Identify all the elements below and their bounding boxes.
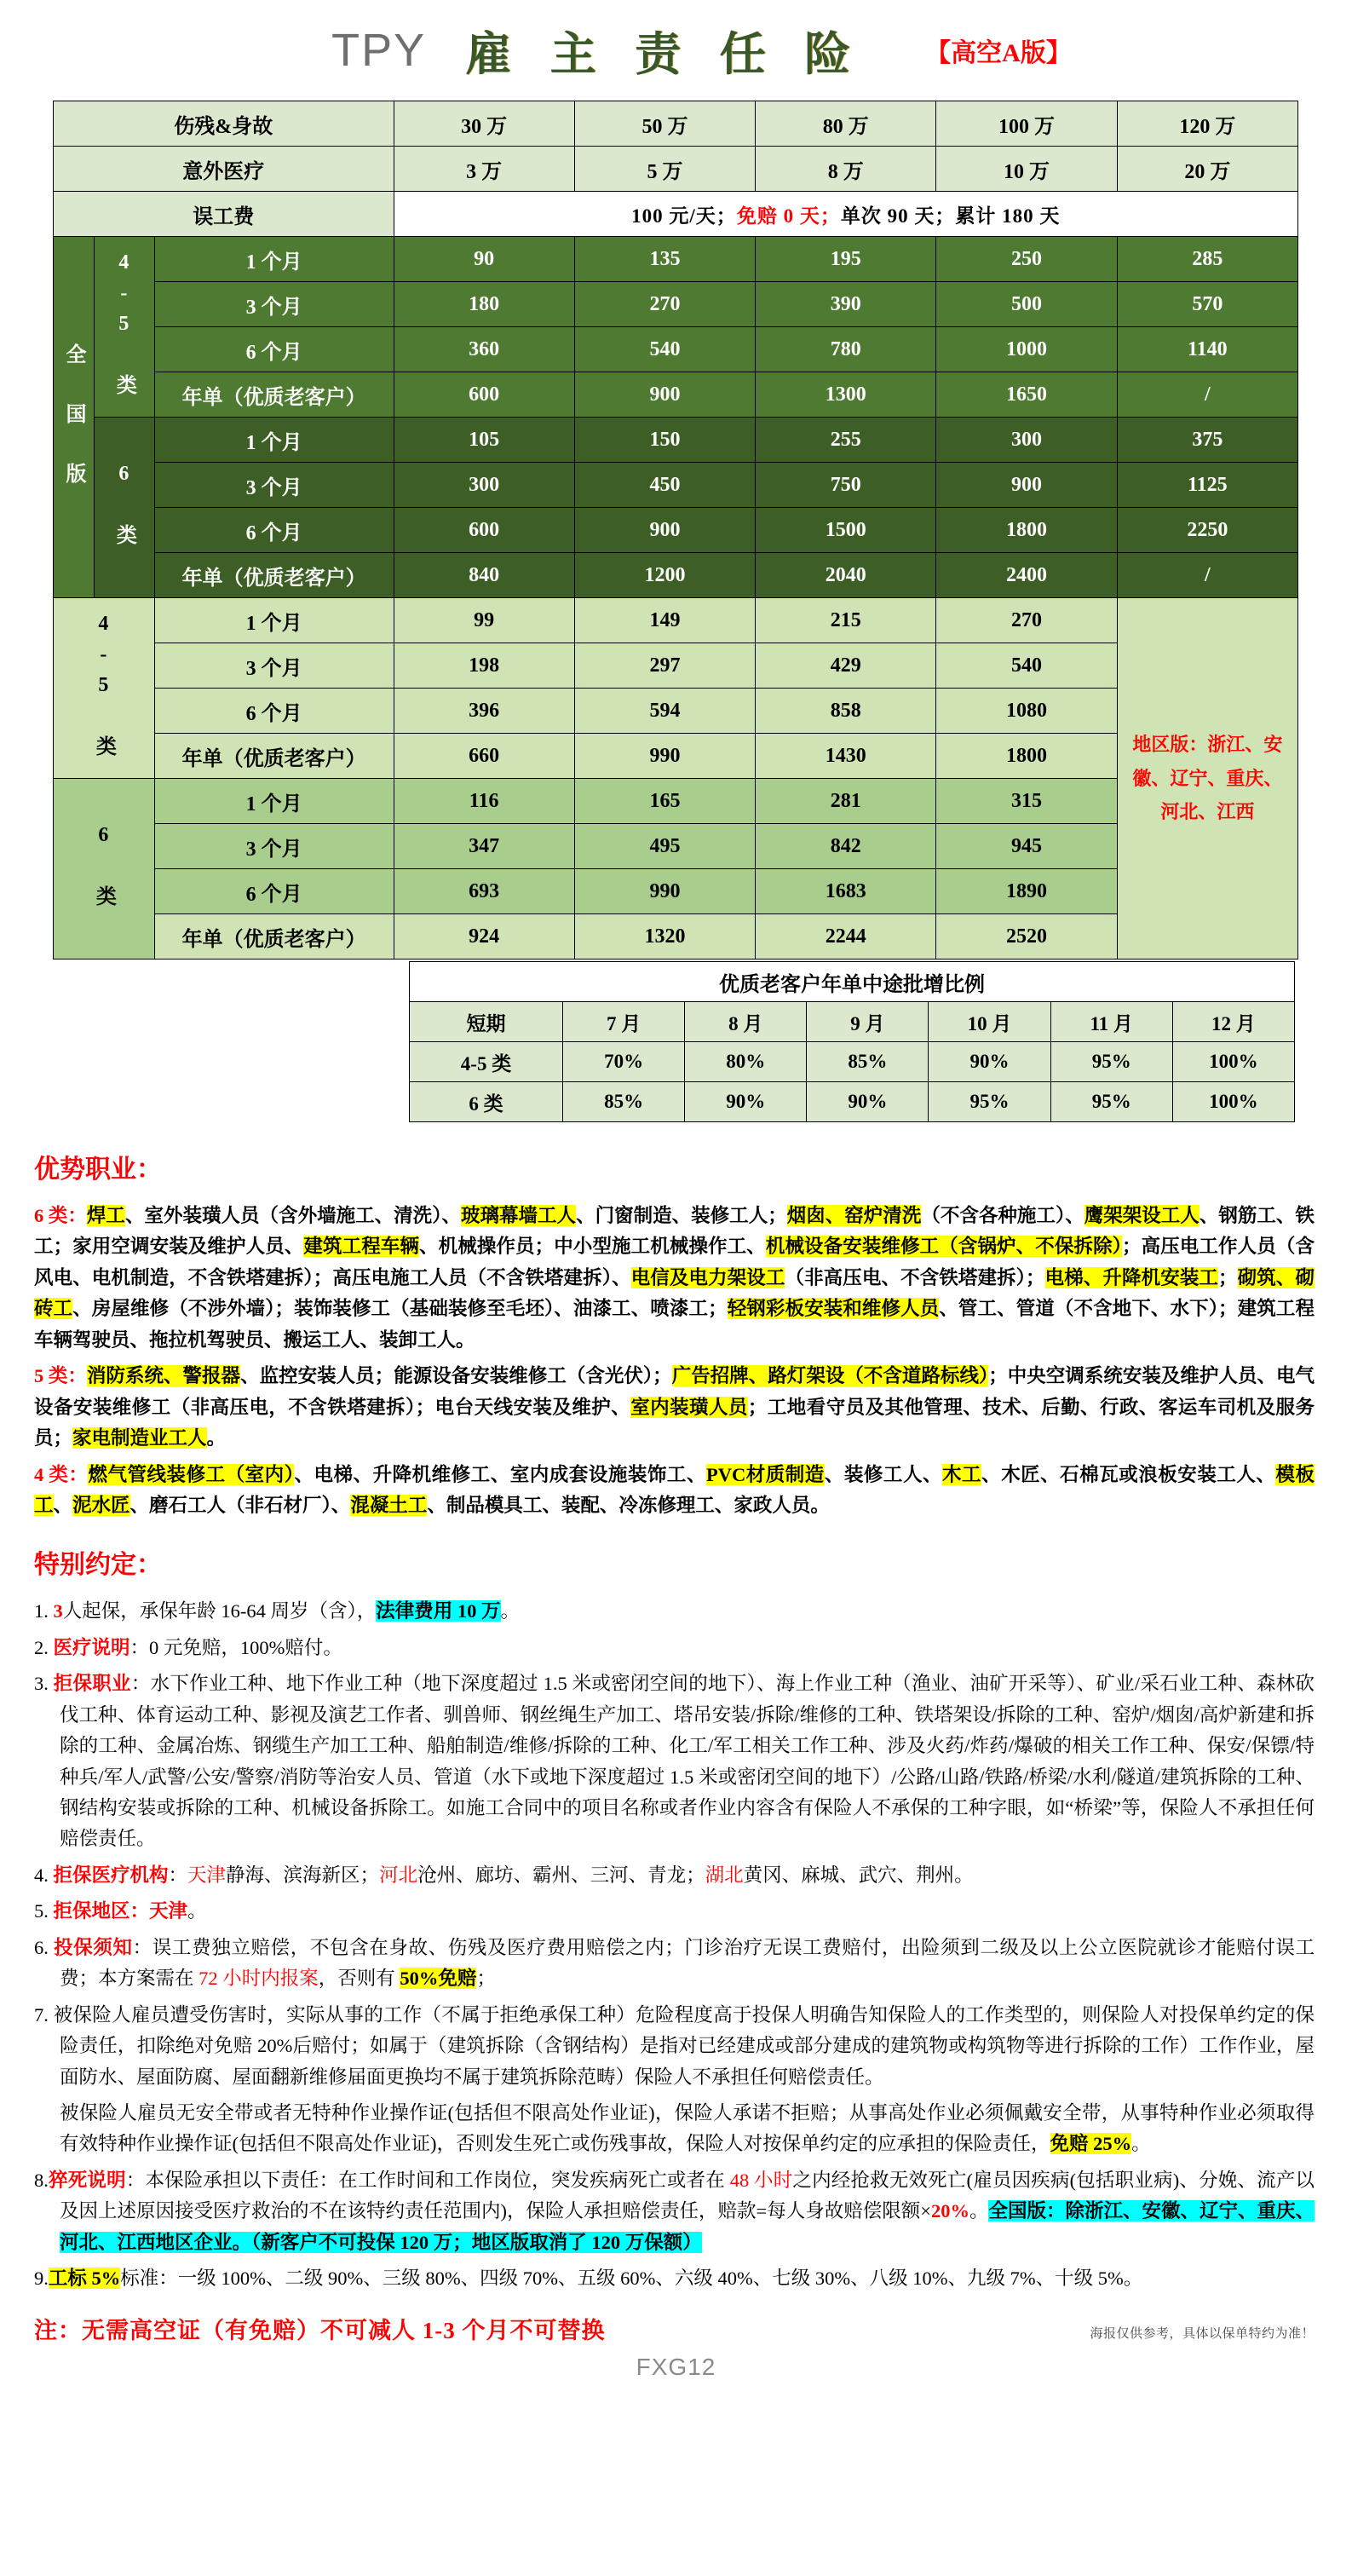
occupation-text: 、管工、管道（不含地下、水下）；建筑工程车辆驾驶员、拖拉机驾驶员、搬运工人、装卸工人。 [34,1298,1315,1351]
cell-r45-3-2: 1430 [756,734,936,779]
disclaimer-text: 海报仅供参考，具体以保单特约为准！ [1090,2326,1315,2341]
special-term-5 [34,1896,1315,1927]
occupation-text: ；工地看守员及其他管理、技术、后勤、行政、客运车司机及服务员； [34,1396,1315,1449]
legal-fee-highlight: 法律费用 10 万 [376,1600,501,1622]
row-label-disability: 伤残&身故 [54,101,394,147]
occupation-highlight: 模板工 [34,1463,1315,1516]
occupation-highlight: 室内装璜人员 [630,1396,748,1418]
occupation-class-6 [34,1201,1315,1356]
section-label-national: 全 国 版 [54,237,95,598]
cell-r45-0-0: 99 [394,598,574,643]
class-5-list [34,1365,1315,1449]
cell-r6-1-0: 347 [394,824,574,869]
occupation-text: ；中央空调系统安装及维护人员、电气设备安装维修工（非高压电，不含铁塔建拆）；电台天线安装及维护、 [34,1365,1315,1418]
cell-n6-1-1: 450 [574,463,755,508]
midterm-header-0: 短期 [410,1002,563,1042]
term-label: 3 个月 [154,824,394,869]
occupation-text: ； [1218,1266,1238,1288]
cell-r6-0-3: 315 [936,779,1117,824]
table-row [54,869,1298,914]
midterm-cell-0-5: 100% [1172,1042,1294,1082]
midterm-header-2: 8 月 [685,1002,807,1042]
application-notice-label: 投保须知 [54,1936,133,1958]
cell-n6-0-2: 255 [756,418,936,463]
special-term-7 [34,2000,1315,2093]
cell-n6-2-3: 1800 [936,508,1117,553]
occupation-text: 、房屋维修（不涉外墙）；装饰装修工（基础装修至毛坯）、油漆工、喷漆工； [72,1298,728,1320]
term-number: 6. [34,1936,49,1958]
occupation-class-4 [34,1460,1315,1522]
region-tianjin: 天津 [187,1864,227,1886]
region-hebei-list: 沧州、廊坊、霸州、三河、青龙； [417,1864,705,1886]
cell-n6-3-2: 2040 [756,553,936,598]
term-label: 3 个月 [154,643,394,689]
wage-part-a: 100 元/天； [631,205,737,227]
cell-disability-1: 50 万 [574,101,755,147]
cell-r45-1-2: 429 [756,643,936,689]
cell-medical-1: 5 万 [574,147,755,192]
occupation-highlight: 建筑工程车辆 [303,1236,420,1258]
cell-r45-3-1: 990 [574,734,755,779]
cell-n6-3-4: / [1117,553,1297,598]
table-row [54,779,1298,824]
special-term-8 [34,2165,1315,2258]
cell-r6-0-2: 281 [756,779,936,824]
cell-n6-3-1: 1200 [574,553,755,598]
cell-n6-2-1: 900 [574,508,755,553]
table-row [54,418,1298,463]
category-label-6-national: 6 类 [94,418,154,598]
cell-disability-2: 80 万 [756,101,936,147]
special-term-3 [34,1668,1315,1855]
cell-n6-0-0: 105 [394,418,574,463]
occupation-text: 、 [53,1494,73,1516]
national-version-note-highlight: 全国版：除浙江、安徽、辽宁、重庆、河北、江西地区企业。（新客户不可投保 120 万；地区版取消了 120 万保额） [60,2200,1315,2253]
midterm-cell-0-1: 80% [685,1042,807,1082]
cell-r45-2-2: 858 [756,689,936,734]
term-1-text: 人起保，承保年龄 16-64 周岁（含）， [62,1600,377,1622]
midterm-cell-1-5: 100% [1172,1082,1294,1122]
term-label: 1 个月 [154,418,394,463]
cell-r6-2-2: 1683 [756,869,936,914]
cell-r45-1-0: 198 [394,643,574,689]
cell-n45-1-2: 390 [756,282,936,327]
midterm-cell-1-1: 90% [685,1082,807,1122]
midterm-cell-0-0: 70% [563,1042,685,1082]
page-title: 雇 主 责 任 险 [465,28,865,80]
occupation-text: 。 [206,1427,227,1449]
occupation-text: 、磨石工人（非石材厂）、 [129,1494,351,1516]
occupation-highlight: 泥水匠 [72,1494,130,1516]
midterm-cell-1-3: 95% [929,1082,1050,1122]
body-content [0,1148,1352,2295]
term-8-tail: 。 [969,2200,989,2222]
cell-disability-4: 120 万 [1117,101,1297,147]
cell-n6-0-1: 150 [574,418,755,463]
refused-region-label: 拒保地区：天津 [53,1900,188,1922]
midterm-increase-table [409,961,1295,1122]
cell-r6-1-1: 495 [574,824,755,869]
table-row [54,643,1298,689]
term-7-tail: 。 [1131,2133,1151,2155]
cell-n45-1-4: 570 [1117,282,1297,327]
term-label: 年单（优质老客户） [154,372,394,418]
term-number: 4. [34,1864,49,1886]
cell-n45-2-4: 1140 [1117,327,1297,372]
occupation-text: ；高压电工作人员（含风电、电机制造，不含铁塔建拆）；高压电施工人员（不含铁塔建拆）、 [34,1236,1315,1288]
occupation-highlight: 焊工 [86,1205,125,1226]
cell-n6-2-4: 2250 [1117,508,1297,553]
table-row [54,147,1298,192]
section-heading-occupations: 优势职业： [34,1155,162,1184]
occupation-text: 、机械操作员；中小型施工机械操作工、 [419,1236,766,1258]
cell-n6-2-2: 1500 [756,508,936,553]
cell-n45-0-2: 195 [756,237,936,282]
midterm-row-label-0: 4-5 类 [410,1042,563,1082]
term-label: 6 个月 [154,869,394,914]
report-window-highlight: 72 小时内报案 [198,1968,319,1990]
cell-n45-3-4: / [1117,372,1297,418]
occupation-text: 、装修工人、 [824,1463,942,1485]
table-row [54,598,1298,643]
term-1-tail: 。 [500,1600,521,1622]
min-insured-count: 3 [53,1600,63,1622]
table-row [54,914,1298,960]
medical-note-text: ：0 元免赔，100%赔付。 [129,1636,342,1658]
table-row [410,1002,1295,1042]
rate-table [53,101,1298,960]
cell-r6-3-3: 2520 [936,914,1117,960]
notice-text-2: ，否则有 [318,1968,400,1990]
occupation-highlight: 消防系统、警报器 [86,1365,241,1387]
work-standard-highlight: 工标 5% [48,2268,121,2290]
cell-r45-2-0: 396 [394,689,574,734]
occupation-highlight: 轻钢彩板安装和维修人员 [727,1298,940,1320]
cell-n45-3-1: 900 [574,372,755,418]
cell-r6-3-2: 2244 [756,914,936,960]
region-hubei-list: 黄冈、麻城、武穴、荆州。 [743,1864,974,1886]
table-row [410,962,1295,1002]
term-label: 1 个月 [154,598,394,643]
cell-r6-1-3: 945 [936,824,1117,869]
cell-n6-3-3: 2400 [936,553,1117,598]
occupation-class-5 [34,1361,1315,1454]
term-label: 3 个月 [154,282,394,327]
occupation-highlight: 家电制造业工人 [72,1427,207,1449]
term-label: 年单（优质老客户） [154,553,394,598]
section-heading-special-terms: 特别约定： [34,1551,162,1580]
cell-medical-2: 8 万 [756,147,936,192]
category-label-6-regional: 6 类 [54,779,155,960]
cell-wage-detail [394,192,1298,237]
table-row [54,282,1298,327]
version-badge: 【高空A版】 [925,39,1072,67]
midterm-header-6: 12 月 [1172,1002,1294,1042]
term-number: 1. [34,1600,49,1622]
category-label-45-national: 4-5 类 [94,237,154,418]
cell-n6-3-0: 840 [394,553,574,598]
cell-r6-1-2: 842 [756,824,936,869]
term-label: 6 个月 [154,689,394,734]
term-number: 8. [34,2169,49,2191]
occupation-text: 、室外装璜人员（含外墙施工、清洗）、 [124,1205,461,1226]
cell-n45-3-3: 1650 [936,372,1117,418]
occupation-highlight: 鹰架架设工人 [1084,1205,1200,1226]
cell-r6-3-0: 924 [394,914,574,960]
cell-r6-0-0: 116 [394,779,574,824]
occupation-text: 、门窗制造、装修工人； [576,1205,787,1226]
cell-n6-2-0: 600 [394,508,574,553]
cell-r45-0-2: 215 [756,598,936,643]
term-number: 3. [34,1673,49,1695]
table-row [54,689,1298,734]
class-6-list [34,1205,1315,1351]
cell-n6-1-2: 750 [756,463,936,508]
midterm-cell-1-2: 90% [807,1082,929,1122]
special-term-4 [34,1860,1315,1891]
row-label-medical: 意外医疗 [54,147,394,192]
footer-note-text: 无需高空证（有免赔）不可减人 1-3 个月不可替换 [82,2317,606,2343]
cell-r6-2-1: 990 [574,869,755,914]
table-row [54,734,1298,779]
cell-r45-1-3: 540 [936,643,1117,689]
refused-region-text: 。 [187,1900,207,1922]
term-label: 1 个月 [154,237,394,282]
refused-occupations-text: ：水下作业工种、地下作业工种（地下深度超过 1.5 米或密闭空间的地下）、海上作业工种（渔业、油矿开采等）、矿业/采石业工种、森林砍伐工种、体育运动工种、影视及演艺工作者、驯兽师、钢丝绳生产加工、塔吊安装/拆除/维修的工种、铁塔架设/拆除的工种、窑炉/烟囱/高炉新建和拆除的工种、金属冶炼、钢缆生产加工工种、船舶制造/维修/拆除的工种、化工/军工相关工作工种、涉及火药/炸药/爆破的相关工作工种、保安/保镖/特种兵/军人/武警/公安/警察/消防等治安人员、管道（水下或地下深度超过 1.5 米或密闭空间的地下）/公路/山路/铁路/桥梁/水利/隧道/建筑拆除的工种、钢结构安装或拆除的工种、机械设备拆除工。如施工合同中的项目名称或者作业内容含有保险人不承保的工种字眼，如“桥梁”等，保险人不承担任何赔偿责任。 [60,1673,1315,1850]
term-label: 6 个月 [154,327,394,372]
term-7-text-1: 被保险人雇员遭受伤害时，实际从事的工作（不属于拒绝承保工种）危险程度高于投保人明确告知保险人的工作类型的，则保险人对投保单约定的保险责任，扣除绝对免赔 20%后赔付；如属于（建筑拆除（含钢结构）是指对已经建成或部分建成的建筑物或构筑物等进行拆除的工作）工作作业，屋面防水、屋面防腐、屋面翻新维修届面更换均不属于建筑拆除范畴）保险人不承担任何赔偿责任。 [53,2003,1315,2088]
cell-r6-0-1: 165 [574,779,755,824]
cell-medical-0: 3 万 [394,147,574,192]
occupation-text: 、电梯、升降机维修工、室内成套设施装饰工、 [294,1463,706,1485]
cell-r45-3-3: 1800 [936,734,1117,779]
midterm-header-4: 10 月 [929,1002,1050,1042]
term-8-text-1: ：本保险承担以下责任：在工作时间和工作岗位，突发疾病死亡或者在 [125,2169,730,2191]
class-label-6: 6 类： [34,1205,87,1226]
occupation-highlight: 烟囱、窑炉清洗 [786,1205,922,1226]
term-number: 2. [34,1636,49,1658]
cell-n45-0-1: 135 [574,237,755,282]
cell-n6-1-4: 1125 [1117,463,1297,508]
table-row [410,1082,1295,1122]
occupation-highlight: PVC材质制造 [705,1463,825,1485]
occupation-highlight: 广告招牌、路灯架设（不含道路标线） [671,1365,989,1387]
cell-r45-1-1: 297 [574,643,755,689]
cell-n45-1-0: 180 [394,282,574,327]
cell-n6-0-3: 300 [936,418,1117,463]
poster-footer [34,2312,1315,2345]
midterm-row-label-1: 6 类 [410,1082,563,1122]
midterm-cell-1-4: 95% [1050,1082,1172,1122]
occupation-highlight: 混凝土工 [350,1494,428,1516]
cell-r45-2-3: 1080 [936,689,1117,734]
term-label: 1 个月 [154,779,394,824]
occupation-highlight: 燃气管线装修工（室内） [88,1463,295,1485]
term-number: 9. [34,2268,49,2290]
cell-n45-2-2: 780 [756,327,936,372]
cell-r45-0-1: 149 [574,598,755,643]
term-7-text-2: 被保险人雇员无安全带或者无特种作业操作证(包括但不限高处作业证)，保险人承诺不拒赔；从事高处作业必须佩戴安全带，从事特种作业必须取得有效特种作业操作证(包括但不限高处作业证)，否则发生死亡或伤残事故，保险人对按保单约定的应承担的保险责任， [60,2101,1315,2155]
cell-n6-0-4: 375 [1117,418,1297,463]
occupation-text: （非高压电、不含铁塔建拆）； [785,1266,1045,1288]
table-row [54,372,1298,418]
table-row [54,463,1298,508]
cell-n45-1-3: 500 [936,282,1117,327]
cell-r6-2-3: 1890 [936,869,1117,914]
table-row [410,1042,1295,1082]
midterm-table-wrapper [409,961,1352,1122]
regional-version-note: 地区版：浙江、安徽、辽宁、重庆、河北、江西 [1117,598,1297,960]
cell-n45-1-1: 270 [574,282,755,327]
occupation-highlight: 电梯、升降机安装工 [1044,1266,1219,1288]
region-hubei: 湖北 [705,1864,744,1886]
table-row [54,824,1298,869]
48-hours-highlight: 48 小时 [729,2169,793,2191]
cell-disability-0: 30 万 [394,101,574,147]
table-row [54,237,1298,282]
occupation-text: 、监控安装人员；能源设备安装维修工（含光伏）； [240,1365,672,1387]
term-label: 6 个月 [154,508,394,553]
cell-n6-1-3: 900 [936,463,1117,508]
row-label-wage: 误工费 [54,192,394,237]
term-label: 3 个月 [154,463,394,508]
term-label: 年单（优质老客户） [154,914,394,960]
midterm-cell-0-2: 85% [807,1042,929,1082]
wage-part-b: 免赔 0 天； [736,205,841,227]
midterm-header-3: 9 月 [807,1002,929,1042]
cell-r45-3-0: 660 [394,734,574,779]
cell-r45-2-1: 594 [574,689,755,734]
deductible-25-highlight: 免赔 25% [1050,2133,1132,2155]
notice-text-1: ：误工费独立赔偿，不包含在身故、伤残及医疗费用赔偿之内；门诊治疗无误工费赔付，出险须到二级及以上公立医院就诊才能赔付误工费；本方案需在 [60,1936,1315,1990]
class-4-list [34,1464,1315,1516]
table-row [54,553,1298,598]
notice-text-3: ； [476,1968,496,1990]
brand-logo: TPY [331,25,427,76]
poster-header [0,0,1352,101]
table-row [54,508,1298,553]
cell-n45-0-3: 250 [936,237,1117,282]
occupation-highlight: 砌筑、砌砖工 [34,1266,1315,1320]
cell-n6-1-0: 300 [394,463,574,508]
occupation-highlight: 电信及电力架设工 [630,1266,785,1288]
footer-note-label: 注： [34,2317,82,2343]
work-standard-text: 标准：一级 100%、二级 90%、三级 80%、四级 70%、五级 60%、六级 40%、七级 30%、八级 10%、九级 7%、十级 5%。 [120,2268,1143,2290]
term-8-text-2: 之内经抢救无效死亡(雇员因疾病(包括职业病)、分娩、流产以及因上述原因接受医疗救治的不在该特约责任范围内)，保险人承担赔偿责任，赔款=每人身故赔偿限额× [60,2169,1315,2222]
cell-n45-0-0: 90 [394,237,574,282]
term-number: 5. [34,1900,49,1922]
cell-n45-0-4: 285 [1117,237,1297,282]
special-term-9 [34,2263,1315,2294]
midterm-cell-0-4: 95% [1050,1042,1172,1082]
medical-note-label: 医疗说明 [53,1636,130,1658]
payout-pct-highlight: 20% [930,2200,969,2222]
cell-n45-2-1: 540 [574,327,755,372]
cell-r45-0-3: 270 [936,598,1117,643]
cell-n45-2-0: 360 [394,327,574,372]
class-label-5: 5 类： [34,1365,87,1387]
special-term-6 [34,1933,1315,1995]
document-code: FXG12 [636,2353,716,2380]
midterm-header-1: 7 月 [563,1002,685,1042]
cell-medical-3: 10 万 [936,147,1117,192]
table-row [54,192,1298,237]
occupation-text: （不含各种施工）、 [921,1205,1084,1226]
cell-n45-3-2: 1300 [756,372,936,418]
deductible-50-highlight: 50%免赔 [400,1968,477,1990]
cell-n45-3-0: 600 [394,372,574,418]
occupation-text: 、钢筋工、铁工；家用空调安装及维护人员、 [34,1205,1315,1258]
refused-occupations-label: 拒保职业 [53,1673,131,1695]
cell-medical-4: 20 万 [1117,147,1297,192]
cell-r6-2-0: 693 [394,869,574,914]
cell-r6-3-1: 1320 [574,914,755,960]
sudden-death-label: 猝死说明 [48,2169,126,2191]
region-hebei: 河北 [379,1864,418,1886]
midterm-cell-0-3: 90% [929,1042,1050,1082]
term-label: 年单（优质老客户） [154,734,394,779]
occupation-highlight: 机械设备安装维修工（含锅炉、不保拆除） [765,1236,1123,1258]
sep: ： [168,1864,188,1886]
category-label-45-regional: 4-5 类 [54,598,155,779]
midterm-cell-1-0: 85% [563,1082,685,1122]
midterm-header-5: 11 月 [1050,1002,1172,1042]
table-row [54,101,1298,147]
cell-disability-3: 100 万 [936,101,1117,147]
wage-part-c: 单次 90 天；累计 180 天 [840,205,1061,227]
term-number: 7. [34,2003,49,2026]
midterm-title: 优质老客户年单中途批增比例 [410,962,1295,1002]
occupation-highlight: 玻璃幕墙工人 [460,1205,577,1226]
special-term-1 [34,1596,1315,1627]
class-label-4: 4 类： [34,1463,89,1485]
table-row [54,327,1298,372]
cell-n45-2-3: 1000 [936,327,1117,372]
refused-hospitals-label: 拒保医疗机构 [53,1864,169,1886]
special-term-7-cont [34,2098,1315,2160]
occupation-text: 、木匠、石棉瓦或浪板安装工人、 [981,1463,1276,1485]
occupation-highlight: 木工 [942,1463,982,1485]
region-tianjin-list: 静海、滨海新区； [226,1864,380,1886]
occupation-text: 、制品模具工、装配、冷冻修理工、家政人员。 [427,1494,830,1516]
special-term-2 [34,1633,1315,1663]
